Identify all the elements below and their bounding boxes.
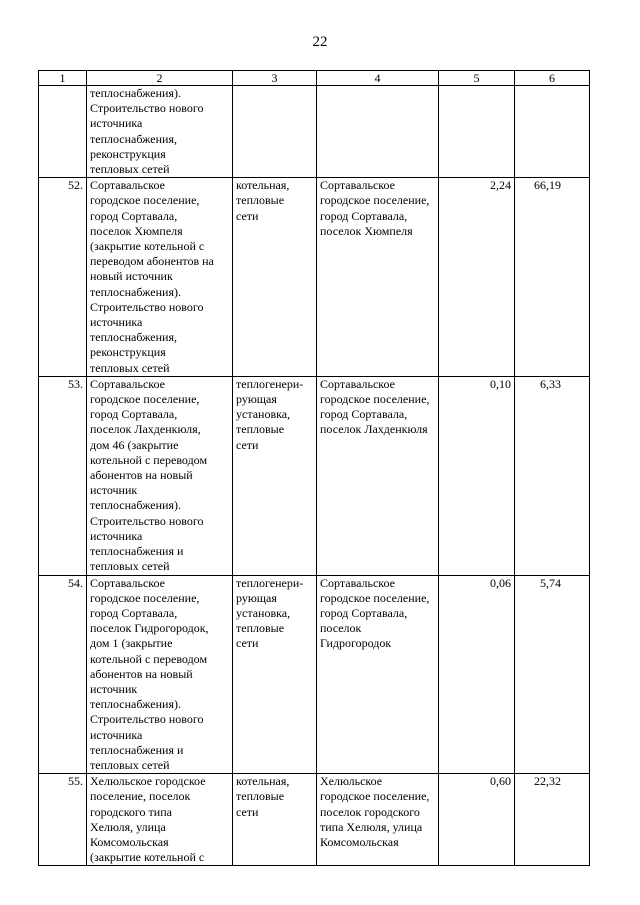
power-value: 0,06 [439,575,515,774]
object-location [317,86,439,178]
row-number [39,86,87,178]
table-row [39,376,590,575]
cost-value: 66,19 [515,178,590,377]
projects-table [38,70,590,866]
object-description: Хелюльское городское поселение, поселок городского типа Хелюля, улица Комсомольская (закрытие котельной с [87,774,233,866]
object-description: Сортавальское городское поселение, город Сортавала, поселок Хюмпеля (закрытие котельной с переводом абонентов на новый источник теплоснабжения). Строительство нового источника теплоснабжения, реконструкция тепловых сетей [87,178,233,377]
object-type: теплогенери- рующая установка, тепловые сети [233,575,317,774]
row-number: 54. [39,575,87,774]
column-header-1: 1 [39,71,87,86]
object-location: Сортавальское городское поселение, город Сортавала, поселок Хюмпеля [317,178,439,377]
row-number: 55. [39,774,87,866]
cost-value [515,86,590,178]
column-number-row [39,71,590,86]
object-type: котельная, тепловые сети [233,178,317,377]
column-header-2: 2 [87,71,233,86]
object-type [233,86,317,178]
table-row [39,575,590,774]
row-number: 53. [39,376,87,575]
object-description: Сортавальское городское поселение, город Сортавала, поселок Лахденкюля, дом 46 (закрытие котельной с переводом абонентов на новый источник теплоснабжения). Строительство нового источника теплоснабжения и тепловых сетей [87,376,233,575]
column-header-5: 5 [439,71,515,86]
cost-value: 22,32 [515,774,590,866]
object-location: Сортавальское городское поселение, город Сортавала, поселок Лахденкюля [317,376,439,575]
object-description: Сортавальское городское поселение, город Сортавала, поселок Гидрогородок, дом 1 (закрытие котельной с переводом абонентов на новый источник теплоснабжения). Строительство нового источника теплоснабжения и тепловых сетей [87,575,233,774]
object-location: Хелюльское городское поселение, поселок городского типа Хелюля, улица Комсомольская [317,774,439,866]
power-value: 0,10 [439,376,515,575]
column-header-4: 4 [317,71,439,86]
power-value [439,86,515,178]
table-row [39,178,590,377]
table-row [39,86,590,178]
object-type: котельная, тепловые сети [233,774,317,866]
column-header-6: 6 [515,71,590,86]
column-header-3: 3 [233,71,317,86]
row-number: 52. [39,178,87,377]
object-description: теплоснабжения). Строительство нового источника теплоснабжения, реконструкция тепловых сетей [87,86,233,178]
object-type: теплогенери- рующая установка, тепловые сети [233,376,317,575]
page-number: 22 [312,34,328,50]
object-location: Сортавальское городское поселение, город Сортавала, поселок Гидрогородок [317,575,439,774]
cost-value: 6,33 [515,376,590,575]
power-value: 0,60 [439,774,515,866]
power-value: 2,24 [439,178,515,377]
cost-value: 5,74 [515,575,590,774]
table-row [39,774,590,866]
